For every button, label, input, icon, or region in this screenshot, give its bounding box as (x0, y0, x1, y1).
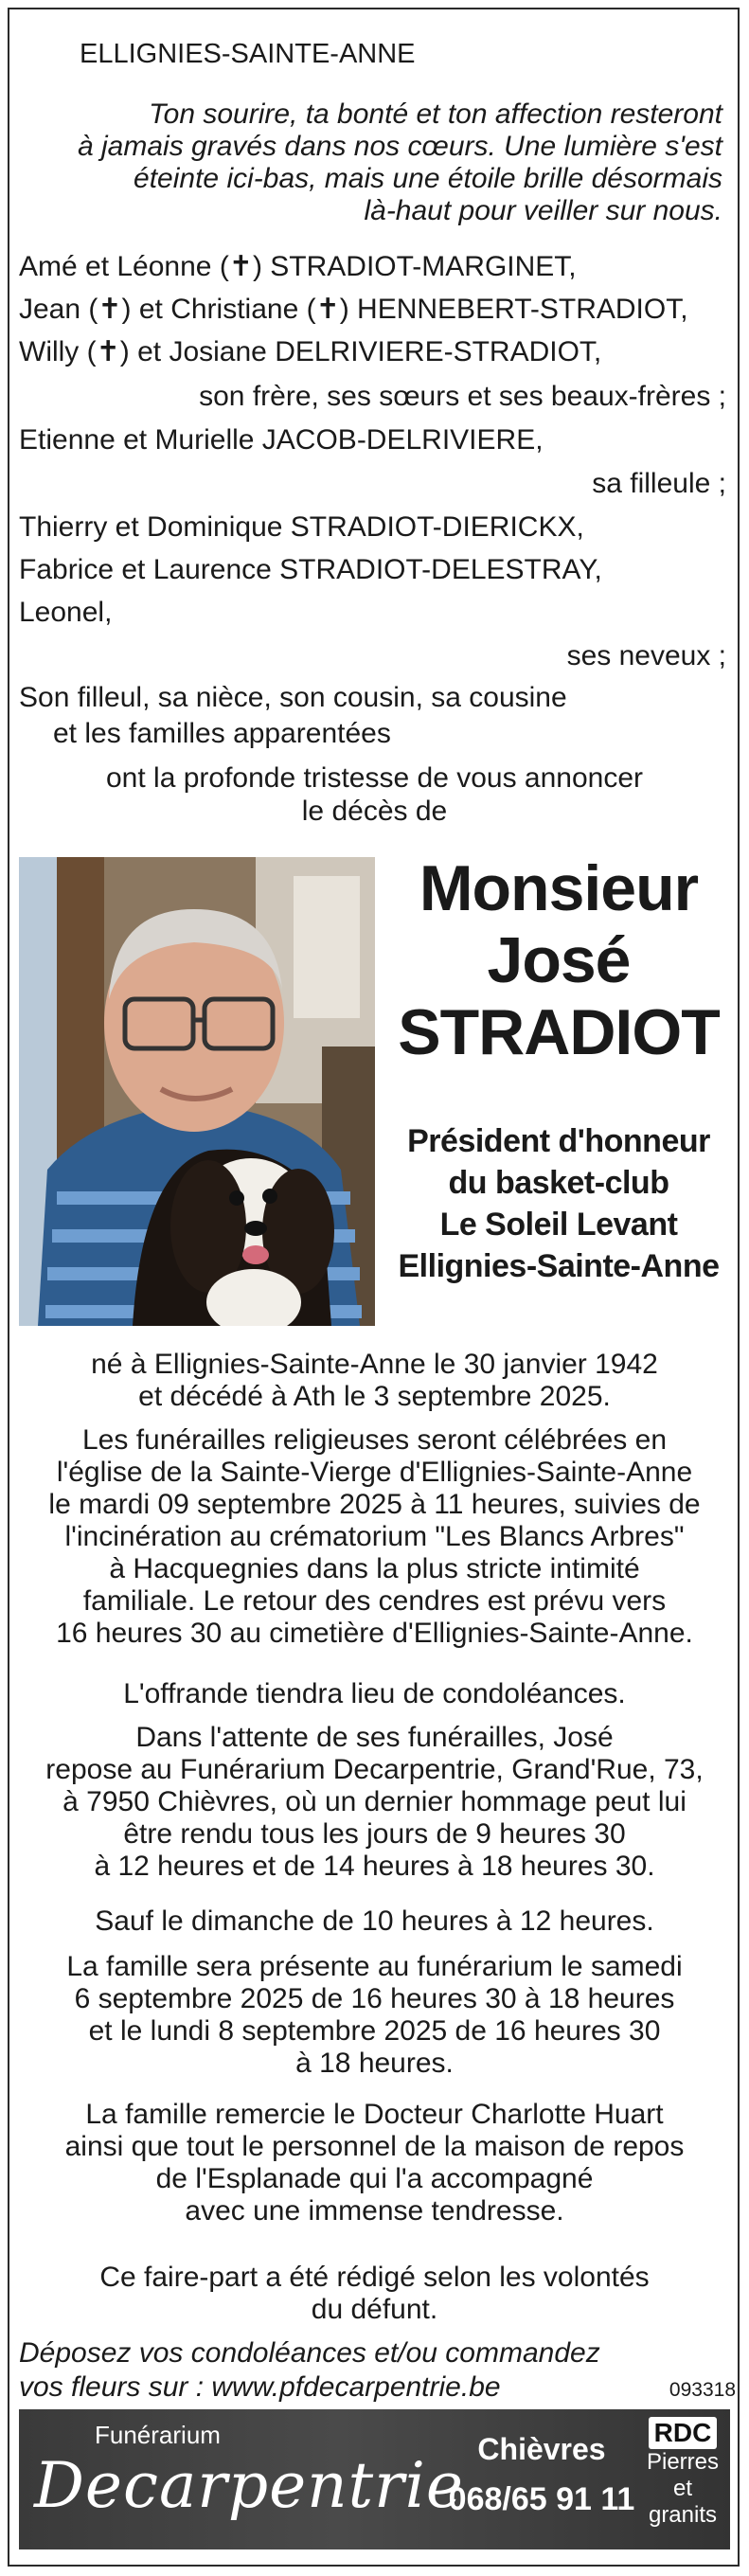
family-line: Fabrice et Laurence STRADIOT-DELESTRAY, (19, 554, 602, 585)
quote-line: là-haut pour veiller sur nous. (364, 195, 722, 226)
announce-line: le décès de (301, 796, 448, 827)
body-line: à 12 heures et de 14 heures à 18 heures 30. (94, 1851, 655, 1882)
title-line: Ellignies-Sainte-Anne (398, 1248, 720, 1284)
body-line: être rendu tous les jours de 9 heures 30 (123, 1818, 626, 1850)
portrait-photo (19, 857, 375, 1326)
body-line: Les funérailles religieuses seront célébrées en (81, 1424, 668, 1456)
quote-line: Ton sourire, ta bonté et ton affection resteront (149, 98, 722, 130)
banner-brand: Decarpentrie (34, 2449, 464, 2522)
banner-city: Chièvres (477, 2432, 606, 2466)
title-line: Président d'honneur (407, 1123, 710, 1159)
family-line: Thierry et Dominique STRADIOT-DIERICKX, (19, 511, 584, 543)
family-line: Amé et Léonne (✝) STRADIOT-MARGINET, (19, 251, 577, 282)
body-line: à 7950 Chièvres, où un dernier hommage peut lui (62, 1786, 687, 1817)
body-line: Ce faire-part a été rédigé selon les volontés (99, 2262, 650, 2293)
body-line: La famille sera présente au funérarium le samedi (66, 1951, 683, 1982)
family-line: Leonel, (19, 597, 113, 628)
partner-block (640, 2417, 725, 2529)
body-line: l'église de la Sainte-Vierge d'Ellignies-Sainte-Anne (56, 1457, 693, 1488)
family-line: Willy (✝) et Josiane DELRIVIERE-STRADIOT, (19, 336, 602, 367)
title-line: du basket-club (448, 1165, 669, 1201)
body-line: Sauf le dimanche de 10 heures à 12 heures. (95, 1905, 654, 1937)
body-line: du défunt. (311, 2294, 438, 2325)
body-line: La famille remercie le Docteur Charlotte Huart (85, 2099, 664, 2130)
funeral-home-banner (19, 2409, 730, 2549)
family-line: Etienne et Murielle JACOB-DELRIVIERE, (19, 424, 544, 456)
body-line: et le lundi 8 septembre 2025 de 16 heures 30 (88, 2015, 661, 2047)
family-relation: ses neveux ; (566, 640, 726, 671)
deceased-title (398, 1120, 720, 1287)
portrait-illustration (19, 857, 375, 1326)
body-line: Dans l'attente de ses funérailles, José (135, 1722, 614, 1753)
body-line: né à Ellignies-Sainte-Anne le 30 janvier 1942 (91, 1349, 658, 1380)
body-line: à 18 heures. (295, 2048, 454, 2079)
body-line: L'offrande tiendra lieu de condoléances. (123, 1678, 626, 1709)
body-line: 16 heures 30 au cimetière d'Ellignies-Sainte-Anne. (56, 1618, 693, 1649)
family-relation: son frère, ses sœurs et ses beaux-frères ; (199, 381, 726, 412)
body-line: ainsi que tout le personnel de la maison de repos (64, 2131, 685, 2162)
deceased-last-name: STRADIOT (398, 996, 720, 1068)
rdc-logo: RDC (649, 2417, 718, 2449)
quote-line: éteinte ici-bas, mais une étoile brille désormais (134, 163, 722, 194)
body-line: l'incinération au crématorium "Les Blancs Arbres" (64, 1521, 685, 1552)
body-line: avec une immense tendresse. (185, 2195, 564, 2227)
deceased-prefix: Monsieur (419, 852, 699, 924)
deceased-name-block (398, 852, 720, 1068)
body-line: de l'Esplanade qui l'a accompagné (155, 2163, 594, 2194)
partner-line: et granits (648, 2476, 718, 2528)
quote-line: à jamais gravés dans nos cœurs. Une lumière s'est (78, 131, 722, 162)
deceased-first-name: José (487, 924, 631, 996)
title-line: Le Soleil Levant (439, 1207, 678, 1243)
body-line: le mardi 09 septembre 2025 à 11 heures, suivies de (48, 1489, 701, 1520)
family-line: Jean (✝) et Christiane (✝) HENNEBERT-STRADIOT, (19, 294, 688, 325)
family-relation: sa filleule ; (592, 468, 726, 499)
partner-line: Pierres (646, 2449, 720, 2475)
family-line: et les familles apparentées (53, 718, 391, 749)
body-line: familiale. Le retour des cendres est prévu vers (82, 1585, 667, 1617)
family-line: Son filleul, sa nièce, son cousin, sa cousine (19, 682, 567, 713)
body-line: et décédé à Ath le 3 septembre 2025. (138, 1381, 611, 1412)
body-line: repose au Funérarium Decarpentrie, Grand'Rue, 73, (45, 1754, 704, 1785)
condolences-line: Déposez vos condoléances et/ou commandez (19, 2337, 600, 2369)
banner-subtitle: Funérarium (95, 2421, 221, 2449)
town-header: ELLIGNIES-SAINTE-ANNE (80, 39, 416, 69)
body-line: à Hacquegnies dans la plus stricte intimité (109, 1553, 640, 1584)
body-line: 6 septembre 2025 de 16 heures 30 à 18 heures (74, 1983, 675, 2014)
banner-phone: 068/65 91 11 (448, 2481, 635, 2517)
announce-line: ont la profonde tristesse de vous annoncer (105, 762, 644, 794)
condolences-link[interactable]: vos fleurs sur : www.pfdecarpentrie.be (19, 2371, 501, 2403)
reference-code: 093318 (669, 2379, 736, 2401)
